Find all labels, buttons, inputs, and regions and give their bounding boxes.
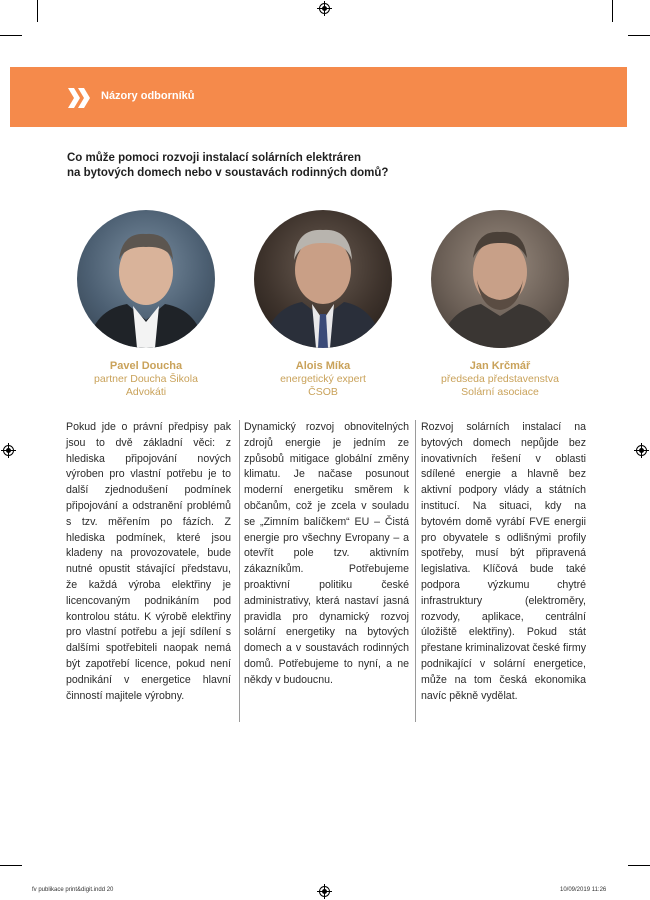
- expert-opinion-text: Dynamický rozvoj obnovitelných zdrojů energie je jedním ze způsobů mitigace globální změny klimatu. Je načase posunout moderní energetiku směrem k občanům, což je zcela v souladu se „Zimním balíčkem“ EU – Čistá energie pro všechny Evropany – a otevřít pole tzv. aktivním zákazníkům. Potřebujeme proaktivní politiku české administrativy, která nastaví jasná pravidla pro dynamický rozvoj solární energetiky na bytových domech a v soustavách rodinných domů. Potřebujeme to nyní, a ne někdy v budoucnu.: [244, 421, 409, 686]
- expert-name: Jan Krčmář: [469, 360, 531, 372]
- expert-organization: Advokáti: [125, 386, 167, 398]
- crop-mark: [37, 0, 38, 22]
- expert-organization: ČSOB: [308, 386, 338, 398]
- expert-opinion-text: Pokud jde o právní předpisy pak jsou to dvě základní věci: z hlediska připojování nových výroben pro vlastní potřebu je to další zjednodušení podmínek připojování a odstranění problémů s tzv. měřením po fázích. Z hlediska podmínek, které jsou kladeny na provozovatele, bude nutné opustit stávající představu, že každá výroba elektřiny je licencovaným podnikáním pod kontrolou státu. K výrobě elektřiny pro vlastní potřebu a její sdílení s dalšími spotřebiteli naopak nemá být zapotřebí licence, pokud není podnikání v energetice hlavní činností majitele výrobny.: [66, 421, 231, 702]
- question-heading: [67, 151, 447, 181]
- crop-mark: [0, 865, 22, 866]
- expert-role: partner Doucha Šikola: [94, 373, 198, 385]
- registration-mark-icon: [319, 886, 330, 897]
- expert-name: Pavel Doucha: [109, 360, 183, 372]
- portrait-photo: [77, 210, 215, 348]
- crop-mark: [0, 35, 22, 36]
- registration-mark-icon: [636, 445, 647, 456]
- crop-mark: [612, 0, 613, 22]
- print-slug-filename: fv publikace print&digit.indd 20: [32, 887, 114, 893]
- expert-caption: [233, 360, 413, 399]
- double-chevron-right-icon: [68, 88, 92, 108]
- registration-mark-icon: [3, 445, 14, 456]
- column-divider: [415, 420, 416, 722]
- expert-organization: Solární asociace: [461, 386, 539, 398]
- expert-role: předseda představenstva: [441, 373, 559, 385]
- expert-name: Alois Míka: [295, 360, 351, 372]
- crop-mark: [628, 865, 650, 866]
- expert-caption: [410, 360, 590, 399]
- question-line: na bytových domech nebo v soustavách rodinných domů?: [67, 167, 389, 179]
- question-line: Co může pomoci rozvoji instalací solárních elektráren: [67, 152, 361, 164]
- expert-opinion-text: Rozvoj solárních instalací na bytových domech nepůjde bez inovativních řešení v oblasti sdílené energie a hlavně bez aktivní podpory vlády a státních institucí. Na situaci, kdy na bytovém domě vyrábí FVE energii pro obyvatele s odlišnými profily spotřeby, musí být připravená legislativa. Klíčová bude také podpora výzkumu chytré infrastruktury (elektroměry, rozvody, aplikace, centrální úložiště elektřiny). Pokud stát přestane kriminalizovat české firmy podnikající v solární energetice, může na tom česká ekonomika navíc pěkně vydělat.: [421, 421, 586, 702]
- registration-mark-icon: [319, 3, 330, 14]
- portrait-photo: [431, 210, 569, 348]
- expert-caption: [56, 360, 236, 399]
- print-slug-timestamp: 10/09/2019 11:26: [560, 887, 607, 893]
- column-divider: [239, 420, 240, 722]
- crop-mark: [628, 35, 650, 36]
- expert-role: energetický expert: [280, 373, 366, 385]
- portrait-photo: [254, 210, 392, 348]
- section-title: Názory odborníků: [101, 90, 195, 102]
